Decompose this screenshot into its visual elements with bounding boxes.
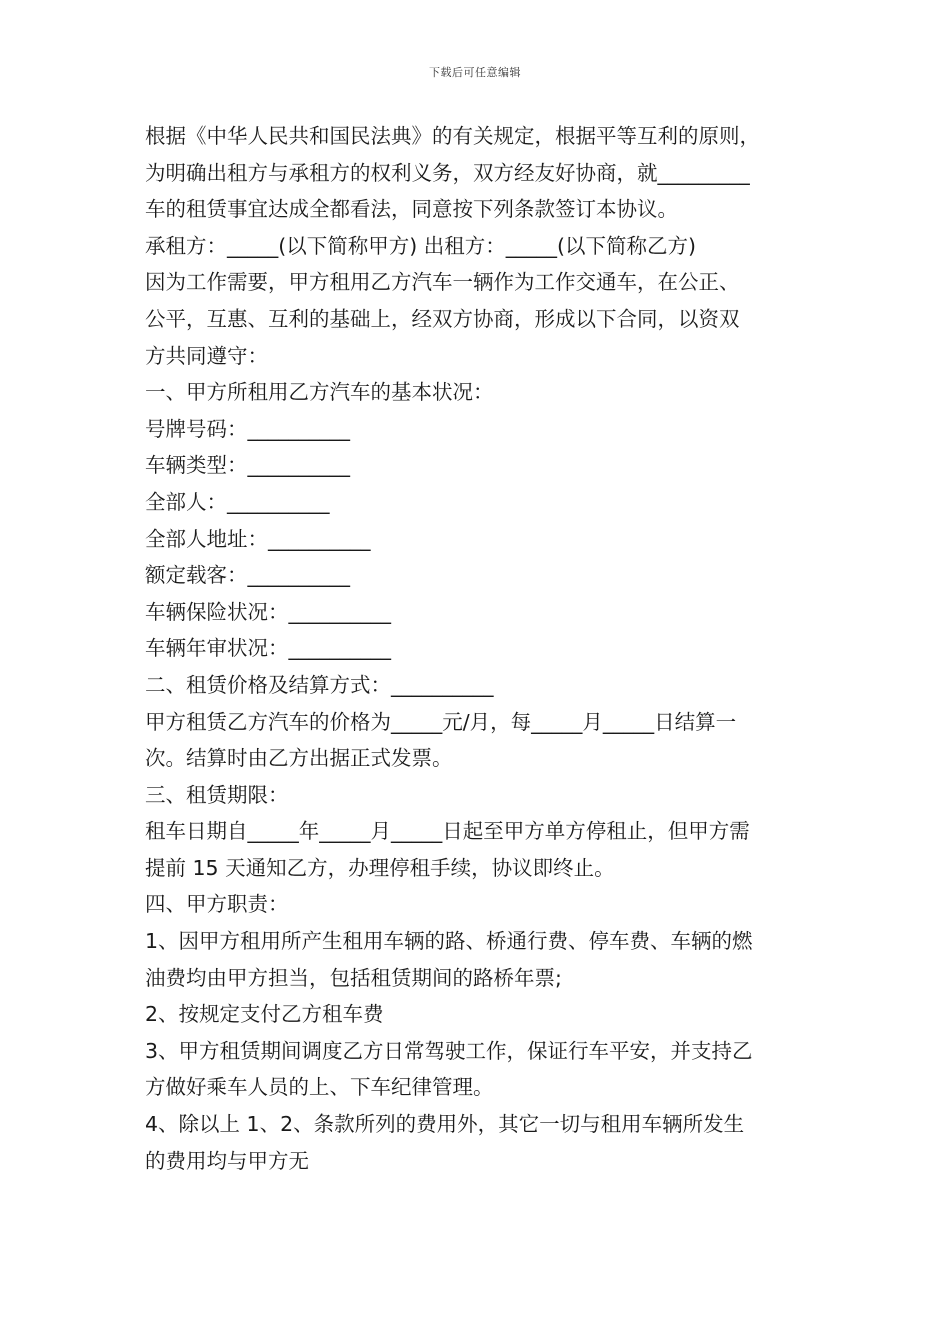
paragraph-line: 方共同遵守： [145,343,268,368]
clause-line: 1、因甲方租用所产生租用车辆的路、桥通行费、停车费、车辆的燃 [145,929,753,954]
paragraph-line: 车的租赁事宜达成全都看法，同意按下列条款签订本协议。 [145,197,678,222]
section-heading: 二、租赁价格及结算方式：__________ [145,672,494,697]
document-body [145,118,815,1179]
form-field-line: 车辆保险状况：__________ [145,599,391,624]
paragraph-line: 次。结算时由乙方出据正式发票。 [145,746,453,771]
form-field-line: 车辆年审状况：__________ [145,636,391,661]
form-field-line: 全部人：__________ [145,489,330,514]
clause-line: 方做好乘车人员的上、下车纪律管理。 [145,1075,494,1100]
clause-line: 油费均由甲方担当，包括租赁期间的路桥年票; [145,965,562,990]
paragraph-line: 甲方租赁乙方汽车的价格为_____元/月，每_____月_____日结算一 [145,709,737,734]
section-heading: 三、租赁期限： [145,782,289,807]
clause-line: 2、按规定支付乙方租车费 [145,1002,384,1027]
paragraph-line: 为明确出租方与承租方的权利义务，双方经友好协商，就_________ [145,160,750,185]
form-field-line: 额定载客：__________ [145,563,350,588]
section-heading: 四、甲方职责： [145,892,289,917]
clause-line: 4、除以上 1、2、条款所列的费用外，其它一切与租用车辆所发生 [145,1112,745,1137]
paragraph-line: 租车日期自_____年_____月_____日起至甲方单方停租止，但甲方需 [145,819,750,844]
clause-line: 3、甲方租赁期间调度乙方日常驾驶工作，保证行车平安，并支持乙 [145,1038,753,1063]
form-field-line: 车辆类型：__________ [145,453,350,478]
paragraph-line: 根据《中华人民共和国民法典》的有关规定，根据平等互利的原则， [145,124,760,148]
page-header: 下载后可任意编辑 [429,66,521,79]
form-field-line: 号牌号码：__________ [145,416,350,441]
paragraph-line: 承租方：_____(以下简称甲方) 出租方：_____(以下简称乙方) [145,233,697,258]
paragraph-line: 提前 15 天通知乙方，办理停租手续，协议即终止。 [145,855,615,880]
paragraph-line: 公平，互惠、互利的基础上，经双方协商，形成以下合同，以资双 [145,306,740,331]
section-heading: 一、甲方所租用乙方汽车的基本状况： [145,380,494,405]
paragraph-line: 因为工作需要，甲方租用乙方汽车一辆作为工作交通车，在公正、 [145,270,740,295]
clause-line: 的费用均与甲方无 [145,1148,309,1173]
form-field-line: 全部人地址：__________ [145,526,371,551]
